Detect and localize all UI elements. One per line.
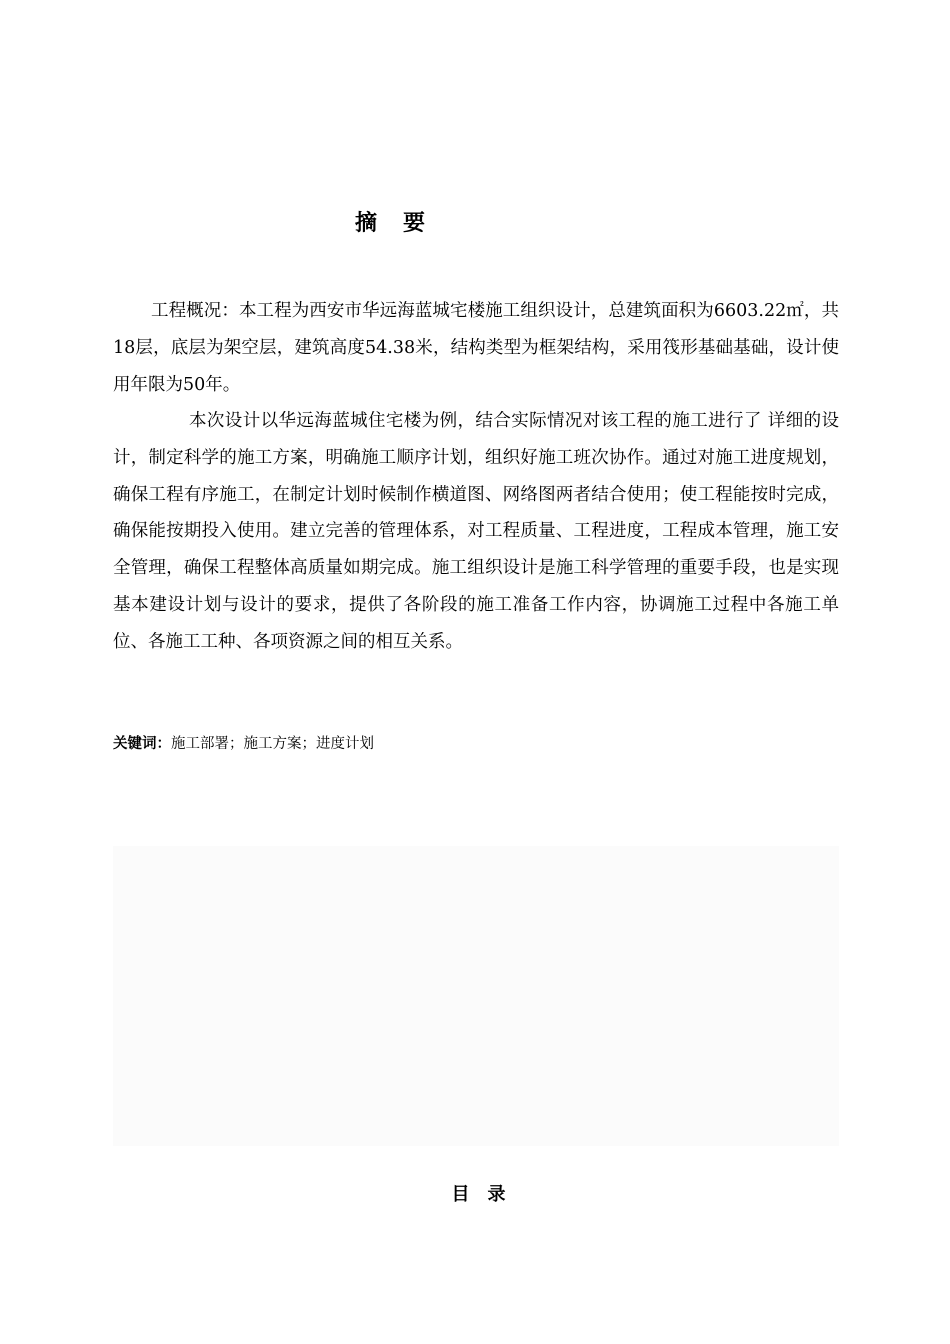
toc-title: 目录	[451, 1184, 524, 1205]
abstract-title: 摘要	[354, 211, 451, 236]
blank-area	[113, 846, 839, 1146]
keywords-line	[113, 732, 839, 756]
keywords-text: 施工部署；施工方案；进度计划	[171, 736, 374, 752]
abstract-paragraph-design: 本次设计以华远海蓝城住宅楼为例，结合实际情况对该工程的施工进行了 详细的设计，制定科学的施工方案，明确施工顺序计划，组织好施工班次协作。通过对施工进度规划，确保工程有序施工，在制定计划时候制作横道图、网络图两者结合使用；使工程能按时完成，确保能按期投入使用。建立完善的管理体系，对工程质量、工程进度，工程成本管理，施工安全管理，确保工程整体高质量如期完成。施工组织设计是施工科学管理的重要手段，也是实现基本建设计划与设计的要求，提供了各阶段的施工准备工作内容，协调施工过程中各施工单位、各施工工种、各项资源之间的相互关系。	[113, 411, 839, 652]
keywords-label: 关键词：	[113, 736, 171, 752]
abstract-paragraph-overview: 工程概况：本工程为西安市华远海蓝城宅楼施工组织设计，总建筑面积为6603.22㎡，共18层，底层为架空层，建筑高度54.38米，结构类型为框架结构，采用筏形基础基础，设计使用年限为50年。	[113, 301, 839, 395]
